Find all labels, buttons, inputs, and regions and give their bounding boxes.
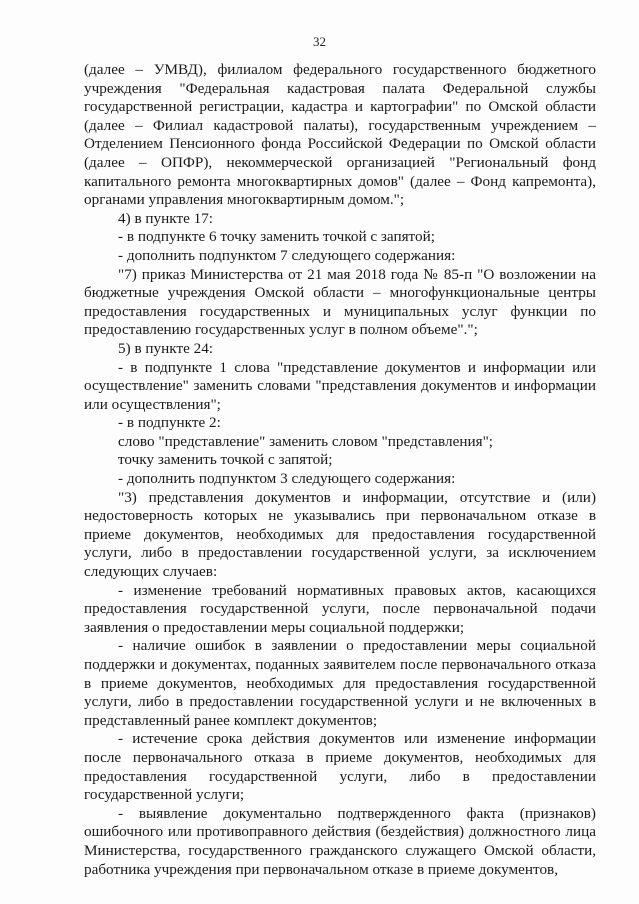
paragraph: слово "представление" заменить словом "представления"; (118, 432, 493, 450)
paragraph: - в подпункте 6 точку заменить точкой с запятой; (118, 228, 435, 246)
paragraph: - в подпункте 2: (118, 414, 221, 432)
paragraph: 5) в пункте 24: (118, 339, 214, 357)
paragraph: - выявление документально подтвержденного факта (признаков) ошибочного или противоправного действия (бездействия) должностного лица Министерства, государственного гражданского служащего Омской области, работника учреждения при первоначальном отказе в приеме документов, (84, 804, 596, 878)
paragraph: - дополнить подпунктом 7 следующего содержания: (118, 246, 456, 264)
paragraph: точку заменить точкой с запятой; (118, 451, 333, 469)
page-number: 32 (313, 34, 326, 49)
document-body (84, 61, 596, 879)
paragraph: - дополнить подпунктом 3 следующего содержания: (118, 470, 456, 488)
paragraph: 4) в пункте 17: (118, 209, 214, 227)
paragraph: - в подпункте 1 слова "представление документов и информации или осуществление" заменить словами "представления документов и информации или осуществления"; (84, 358, 596, 413)
paragraph: - изменение требований нормативных правовых актов, касающихся предоставления государственной услуги, после первоначальной подачи заявления о предоставлении меры социальной поддержки; (84, 581, 596, 636)
paragraph: - наличие ошибок в заявлении о предоставлении меры социальной поддержки и документах, поданных заявителем после первоначального отказа в приеме документов, необходимых для предоставления государственной услуги, либо в предоставлении государственной услуги и не включенных в представленный ранее комплект документов; (84, 637, 596, 729)
paragraph: "7) приказ Министерства от 21 мая 2018 года № 85-п "О возложении на бюджетные учреждения Омской области – многофункциональные центры предоставления государственных и муниципальных услуг функции по предоставлению государственных услуг в полном объеме"."; (84, 265, 596, 339)
paragraph: (далее – УМВД), филиалом федерального государственного бюджетного учреждения "Федеральная кадастровая палата Федеральной службы государственной регистрации, кадастра и картографии" по Омской области (далее – Филиал кадастровой палаты), государственным учреждением – Отделением Пенсионного фонда Российской Федерации по Омской области (далее – ОПФР), некоммерческой организацией "Региональный фонд капитального ремонта многоквартирных домов" (далее – Фонд капремонта), органами управления многоквартирным домом."; (84, 61, 596, 209)
paragraph: "3) представления документов и информации, отсутствие и (или) недостоверность которых не указывались при первоначальном отказе в приеме документов, необходимых для предоставления государственной услуги, либо в предоставлении государственной услуги, за исключением следующих случаев: (84, 488, 596, 581)
paragraph: - истечение срока действия документов или изменение информации после первоначального отказа в приеме документов, необходимых для предоставления государственной услуги, либо в предоставлении государственной услуги; (84, 730, 596, 804)
